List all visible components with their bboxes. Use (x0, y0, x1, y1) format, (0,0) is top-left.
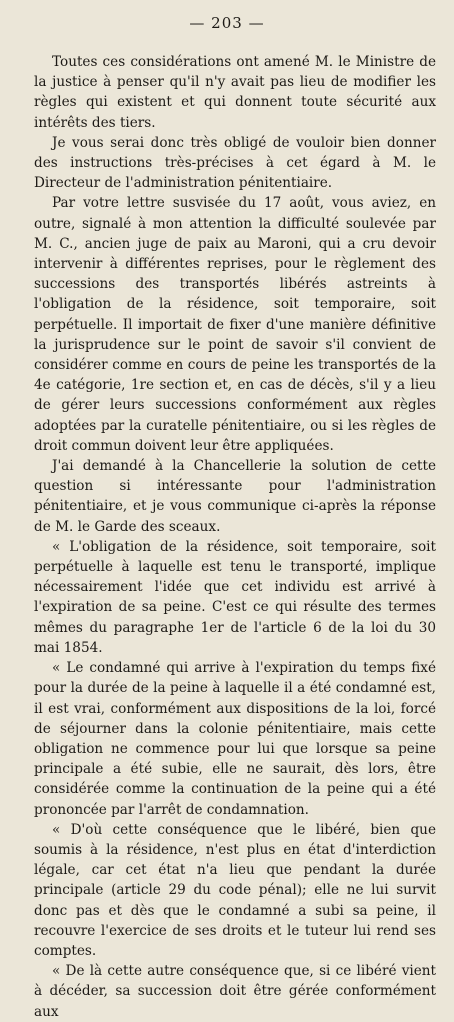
quote-paragraph: « De là cette autre conséquence que, si ce libéré vient à décéder, sa succession doit être gérée conformément aux (34, 963, 436, 1020)
quote-paragraph: « Le condamné qui arrive à l'expiration du temps fixé pour la durée de la peine à laquelle il a été condamné est, il est vrai, conformément aux dispositions de la loi, forcé de séjourner dans la colonie pénitentiaire, mais cette obligation ne commence pour lui que lorsque sa peine principale a été subie, elle ne saurait, dès lors, être considérée comme la continuation de la peine qui a été prononcée par l'arrêt de condamnation. (34, 660, 436, 818)
page-number: — 203 — (189, 14, 265, 32)
paragraph: Toutes ces considérations ont amené M. le Ministre de la justice à penser qu'il n'y avait pas lieu de modifier les règles qui existent et qui donnent toute sécurité aux intérêts des tiers. (34, 54, 436, 131)
quote-paragraph: « L'obligation de la résidence, soit temporaire, soit perpétuelle à laquelle est tenu le transporté, implique nécessairement l'idée que cet individu est arrivé à l'expiration de sa peine. C'est ce qui résulte des termes mêmes du paragraphe 1er de l'article 6 de la loi du 30 mai 1854. (34, 538, 436, 656)
paragraph: Par votre lettre susvisée du 17 août, vous aviez, en outre, signalé à mon attention la difficulté soulevée par M. C., ancien juge de paix au Maroni, qui a cru devoir intervenir à différentes reprises, pour le règlement des successions des transportés libérés astreints à l'obligation de la résidence, soit temporaire, soit perpétuelle. Il importait de fixer d'une manière définitive la jurisprudence sur le point de savoir s'il convient de considérer comme en cours de peine les transportés de la 4e catégorie, 1re section et, en cas de décès, s'il y a lieu de gérer leurs successions conformément aux règles adoptées par la curatelle pénitentiaire, ou si les règles de droit commun doivent leur être appliquées. (34, 195, 436, 454)
quote-paragraph: « D'où cette conséquence que le libéré, bien que soumis à la résidence, n'est plus en état d'interdiction légale, car cet état n'a lieu que pendant la durée principale (article 29 du code pénal); elle ne lui survit donc pas et dès que le condamné a subi sa peine, il recouvre l'exercice de ses droits et le tuteur lui rend ses comptes. (34, 821, 436, 959)
paragraph: Je vous serai donc très obligé de vouloir bien donner des instructions très-précises à cet égard à M. le Directeur de l'administration pénitentiaire. (34, 134, 436, 192)
body-text (34, 52, 436, 1022)
paragraph: J'ai demandé à la Chancellerie la solution de cette question si intéressante pour l'administration pénitentiaire, et je vous communique ci-après la réponse de M. le Garde des sceaux. (34, 458, 436, 535)
